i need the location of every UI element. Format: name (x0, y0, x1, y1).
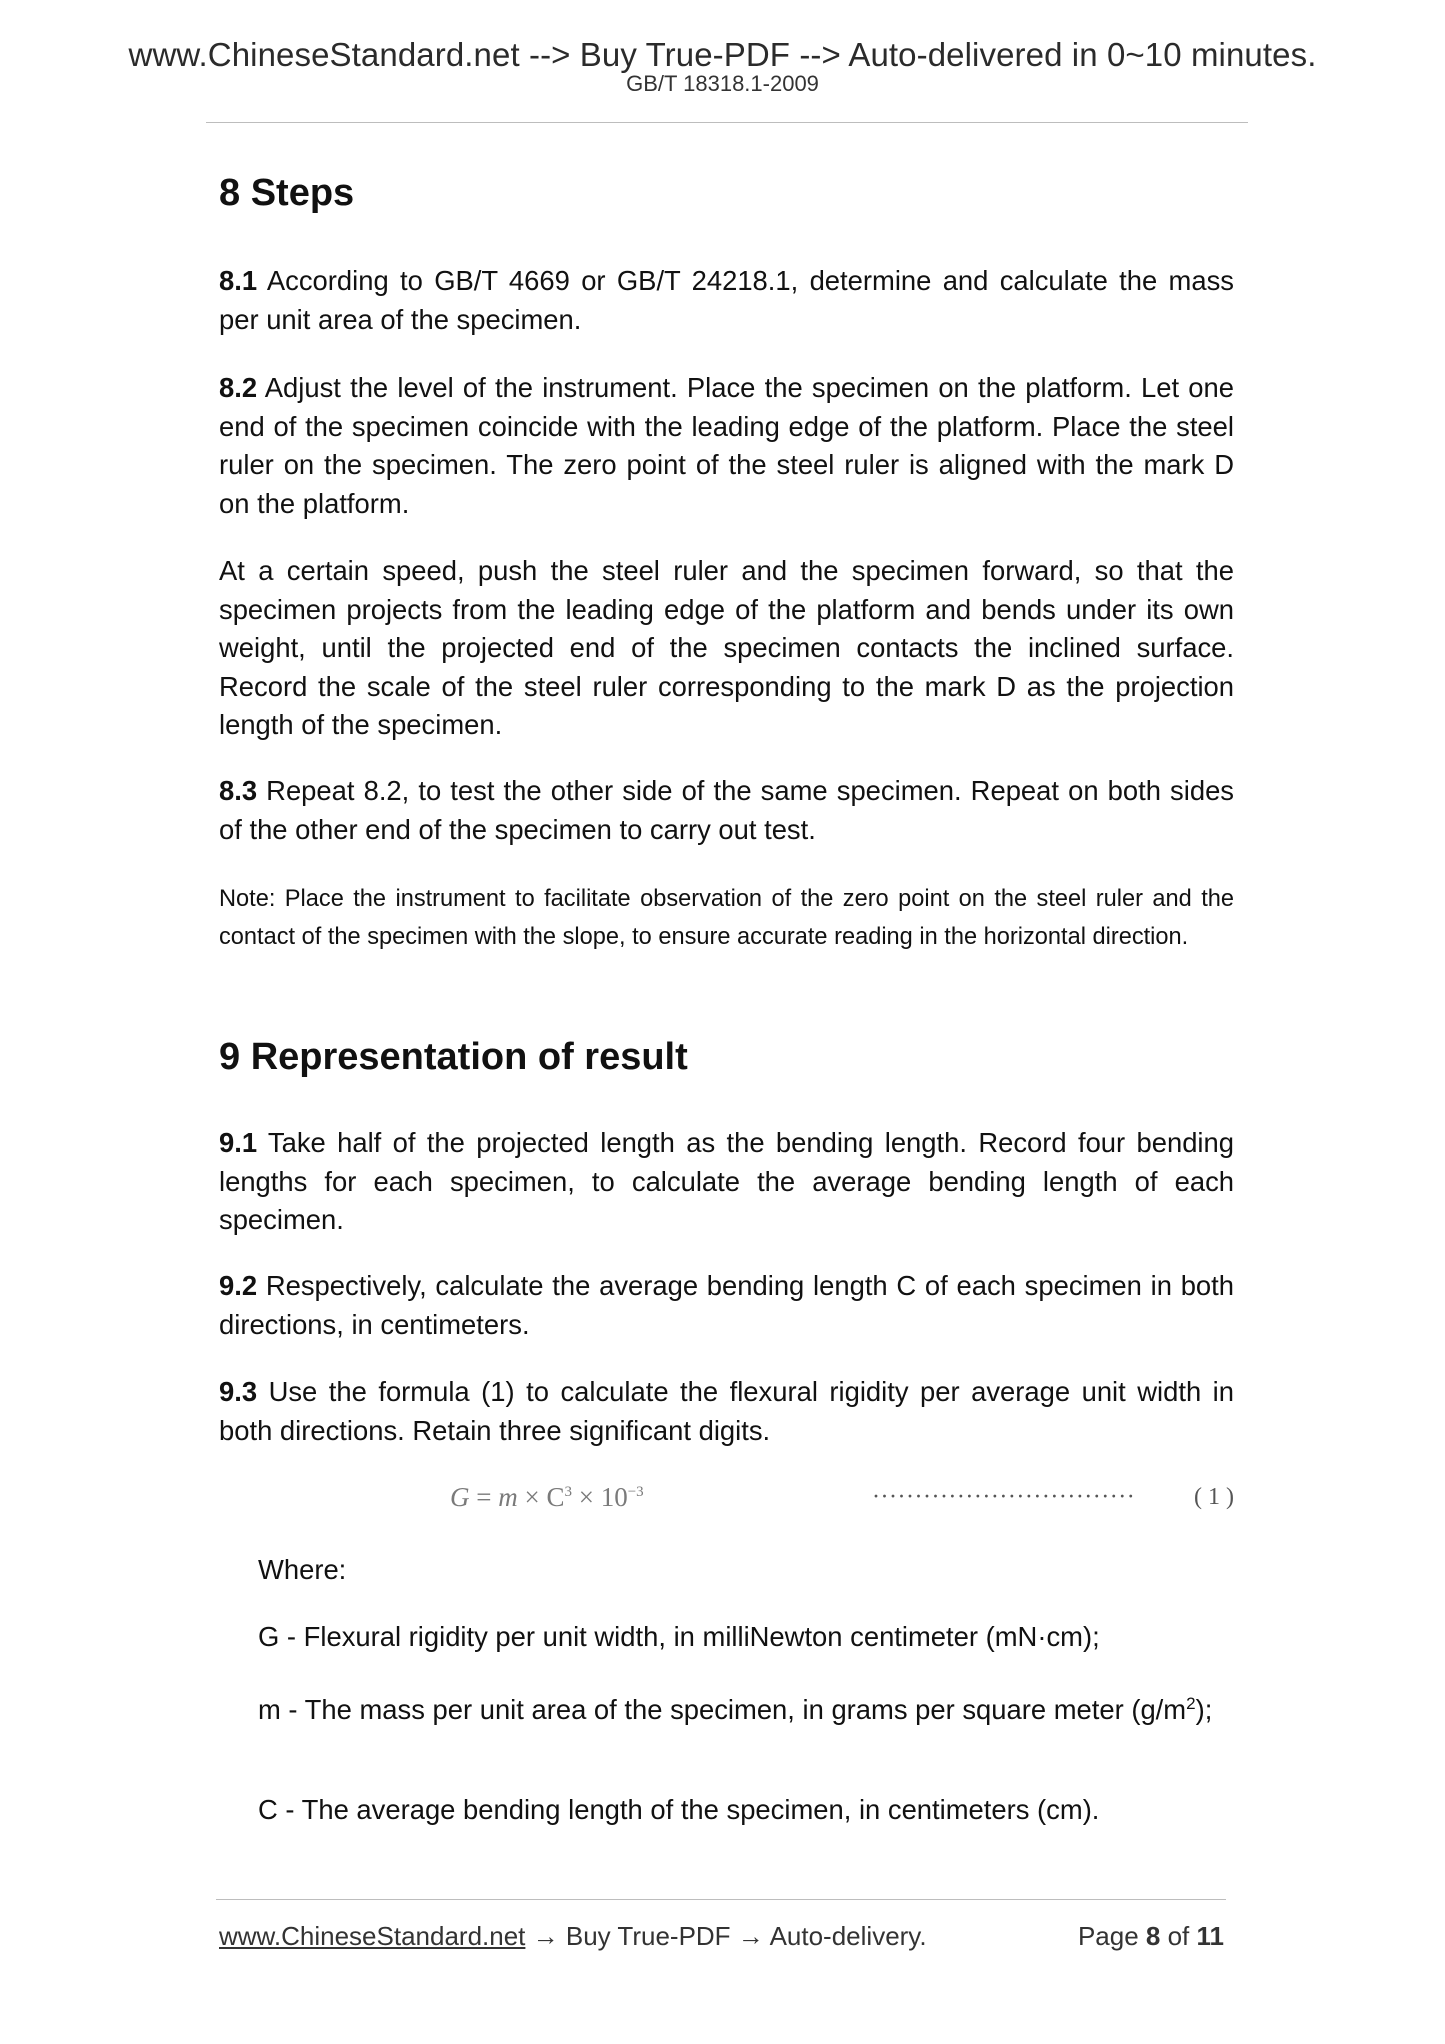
superscript: 2 (1186, 1694, 1196, 1713)
page-footer (219, 1921, 1234, 1952)
formula-equals: = (469, 1482, 499, 1512)
clause-text: Adjust the level of the instrument. Place the specimen on the platform. Let one end of the specimen coincide with the leading edge of the platform. Place the steel ruler on the specimen. The zero point of the steel ruler is aligned with the mark D on the platform. (219, 372, 1234, 519)
clause-number: 8.1 (219, 265, 258, 296)
clause-9-1 (219, 1124, 1234, 1240)
clause-number: 8.2 (219, 372, 258, 403)
definition-c: C - The average bending length of the specimen, in centimeters (cm). (258, 1794, 1100, 1825)
equation-number: ( 1 ) (1188, 1484, 1234, 1511)
clause-number: 8.3 (219, 775, 258, 806)
site-banner: www.ChineseStandard.net --> Buy True-PDF --> Auto-delivered in 0~10 minutes. (128, 36, 1317, 73)
formula-g: G (450, 1482, 470, 1512)
section-8-heading: 8 Steps (219, 172, 355, 214)
clause-number: 9.2 (219, 1270, 258, 1301)
formula-m: m (498, 1482, 518, 1512)
footer-divider (216, 1899, 1226, 1900)
clause-8-3 (219, 772, 1234, 849)
definition-m (258, 1685, 1234, 1730)
clause-text: Take half of the projected length as the bending length. Record four bending lengths for each specimen, to calculate the average bending length of each specimen. (219, 1127, 1234, 1235)
formula-exponent-minus-3: −3 (627, 1484, 644, 1500)
clause-8-1 (219, 262, 1234, 339)
page-indicator (1078, 1921, 1224, 1952)
site-link[interactable]: www.ChineseStandard.net (219, 1921, 526, 1951)
note: Note: Place the instrument to facilitate observation of the zero point on the steel ruler and the contact of the specimen with the slope, to ensure accurate reading in the horizontal direction. (219, 886, 1234, 950)
clause-text: According to GB/T 4669 or GB/T 24218.1, determine and calculate the mass per unit area of the specimen. (219, 265, 1234, 335)
clause-text: Use the formula (1) to calculate the flexural rigidity per average unit width in both directions. Retain three significant digits. (219, 1376, 1234, 1446)
formula-leaders (872, 1484, 1234, 1511)
leader-dots: ······························· (872, 1484, 1136, 1510)
page-total: 11 (1196, 1921, 1224, 1951)
of-label: of (1160, 1921, 1197, 1951)
footer-tagline: → Buy True-PDF → Auto-delivery. (525, 1921, 927, 1951)
clause-text: Repeat 8.2, to test the other side of the same specimen. Repeat on both sides of the other end of the specimen to carry out test. (219, 775, 1234, 845)
clause-9-3 (219, 1373, 1234, 1450)
formula-expression (450, 1482, 644, 1513)
definition-g: G - Flexural rigidity per unit width, in milliNewton centimeter (mN·cm); (258, 1621, 1100, 1652)
standard-code: GB/T 18318.1-2009 (626, 71, 819, 96)
page-label: Page (1077, 1921, 1146, 1951)
formula-times-ten: × 10 (571, 1482, 628, 1512)
definition-m-end: ); (1195, 1694, 1213, 1726)
definition-m-text: m - The mass per unit area of the specimen, in grams per square meter (g/m (258, 1694, 1187, 1726)
formula-times-c: × C (517, 1482, 565, 1512)
header-divider (206, 122, 1248, 123)
where-label: Where: (258, 1554, 347, 1585)
section-9-heading: 9 Representation of result (219, 1036, 688, 1078)
clause-number: 9.1 (219, 1127, 258, 1158)
clause-8-2-continued: At a certain speed, push the steel ruler and the specimen forward, so that the specimen projects from the leading edge of the platform and bends under its own weight, until the projected end of the specimen contacts the inclined surface. Record the scale of the steel ruler corresponding to the mark D as the projection length of the specimen. (219, 555, 1234, 740)
formula-exponent-3: 3 (564, 1484, 572, 1500)
clause-9-2 (219, 1267, 1234, 1344)
clause-8-2 (219, 369, 1234, 523)
clause-text: Respectively, calculate the average bending length C of each specimen in both directions, in centimeters. (219, 1270, 1234, 1340)
clause-number: 9.3 (219, 1376, 258, 1407)
page-number: 8 (1145, 1921, 1161, 1951)
